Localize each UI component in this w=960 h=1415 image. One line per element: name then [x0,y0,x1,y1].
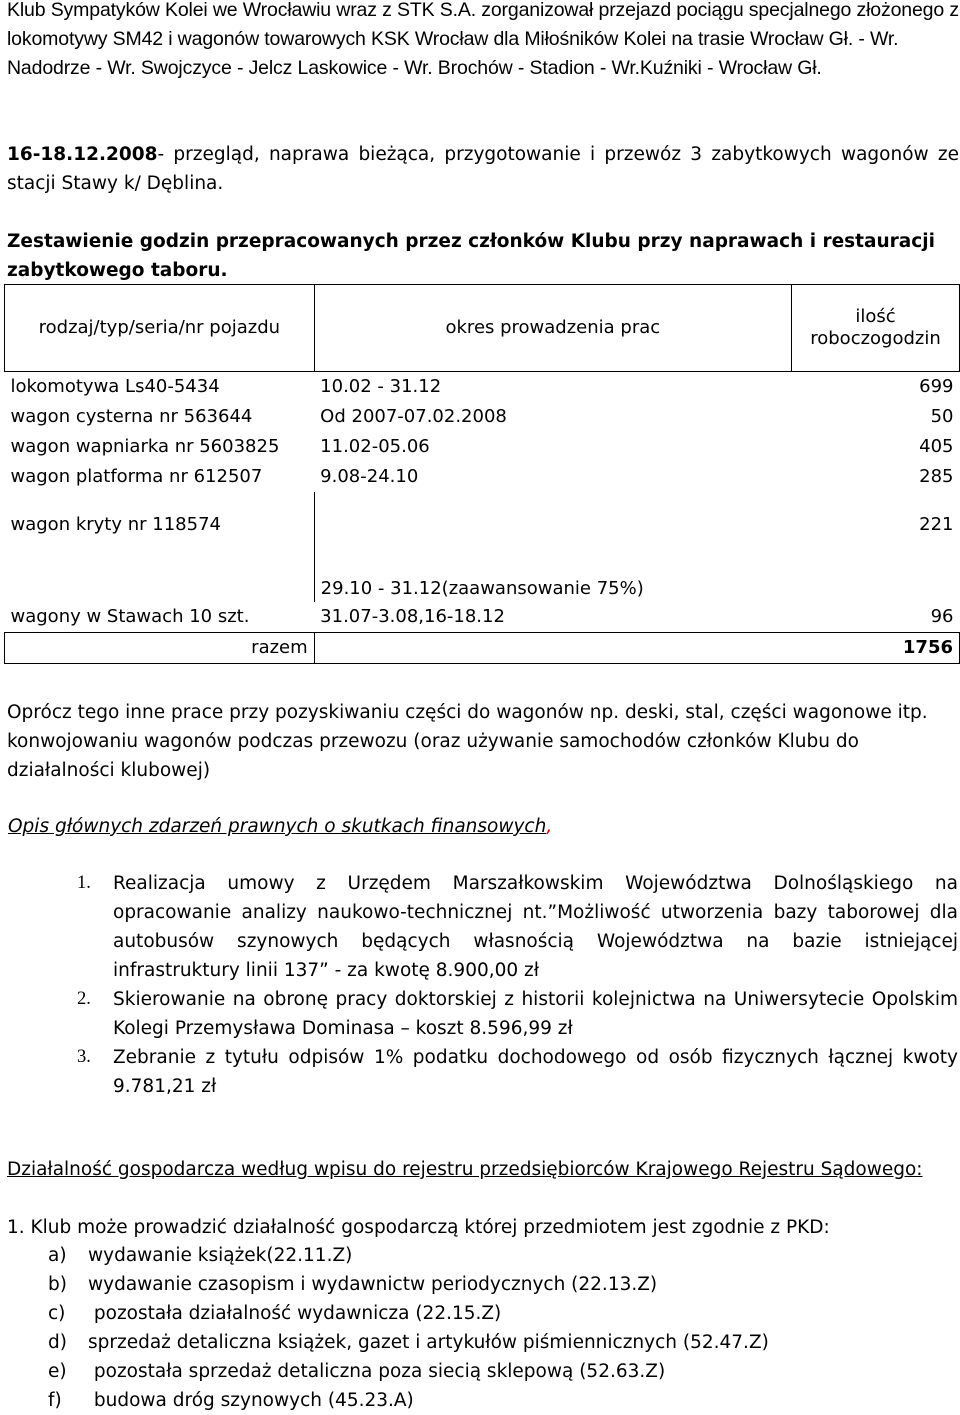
item-number: 3. [77,1047,91,1067]
vehicle-cell: wagon cysterna nr 563644 [10,406,253,427]
item-text: pozostała sprzedaż detaliczna poza siecią sklepową (52.63.Z) [88,1361,666,1382]
header-period: okres prowadzenia prac [314,285,791,372]
header-hours: ilość roboczogodzin [792,285,960,372]
vehicle-cell: wagon kryty nr 118574 [10,514,221,535]
item-number: 1. [77,873,91,893]
item-letter: e) [48,1361,67,1382]
list-item [48,1357,769,1386]
table-row [5,492,960,602]
rolling-stock-hours-table [4,284,960,664]
december-date: 16-18.12.2008 [7,144,158,165]
hours-summary-heading: Zestawienie godzin przepracowanych przez członków Klubu przy naprawach i restauracji zabytkowego taboru. [7,231,935,281]
item-letter: b) [48,1274,67,1295]
table-row [5,432,960,462]
december-description: - przegląd, naprawa bieżąca, przygotowanie i przewóz 3 zabytkowych wagonów ze stacji Stawy k/ Dęblina. [7,144,959,194]
table-row [5,372,960,403]
vehicle-cell: lokomotywa Ls40-5434 [10,376,220,397]
hours-cell: 699 [919,376,954,397]
additional-work-paragraph: Oprócz tego inne prace przy pozyskiwaniu części do wagonów np. deski, stal, części wagonowe itp. konwojowaniu wagonów podczas przewozu (oraz używanie samochodów członków Klubu do działalności klubowej) [7,702,928,781]
total-label: razem [5,633,315,664]
table-total-row [5,633,960,664]
vehicle-cell: wagon wapniarka nr 5603825 [10,436,280,457]
item-text: Skierowanie na obronę pracy doktorskiej z historii kolejnictwa na Uniwersytecie Opolskim Kolegi Przemysława Dominasa – koszt 8.596,99 zł [113,989,958,1039]
period-cell: 29.10 - 31.12(zaawansowanie 75%) [314,492,791,602]
item-text: Realizacja umowy z Urzędem Marszałkowskim Województwa Dolnośląskiego na opracowanie analizy naukowo-technicznej nt.”Możliwość utworzenia bazy taborowej dla autobusów szynowych będących własnością Województwa na bazie istniejącej infrastruktury linii 137” - za kwotę 8.900,00 zł [113,873,958,981]
period-cell: 9.08-24.10 [320,466,419,487]
period-cell: 31.07-3.08,16-18.12 [320,606,505,627]
item-text: pozostała działalność wydawnicza (22.15.Z) [88,1303,502,1324]
hours-cell: 96 [930,606,954,627]
item-text: budowa dróg szynowych (45.23.A) [88,1390,414,1411]
period-cell: 11.02-05.06 [320,436,430,457]
item-letter: f) [48,1390,62,1411]
list-item [48,1386,769,1415]
item-text: Zebranie z tytułu odpisów 1% podatku dochodowego od osób fizycznych łącznej kwoty 9.781,21 zł [113,1047,958,1097]
hours-cell: 405 [919,436,954,457]
list-item [48,1241,769,1270]
period-cell: Od 2007-07.02.2008 [320,406,507,427]
vehicle-cell: wagony w Stawach 10 szt. [10,606,250,627]
hours-cell: 285 [919,466,954,487]
december-work-paragraph [7,140,959,198]
list-item [0,869,958,985]
hours-cell: 50 [930,406,954,427]
list-item [0,985,958,1043]
legal-events-comma: , [546,816,553,837]
total-spacer [314,633,791,664]
item-letter: c) [48,1303,66,1324]
legal-events-heading [8,812,552,841]
list-item [48,1270,769,1299]
item-text: sprzedaż detaliczna książek, gazet i artykułów piśmiennicznych (52.47.Z) [88,1332,769,1353]
header-vehicle: rodzaj/typ/seria/nr pojazdu [5,285,315,372]
table-header-row [5,285,960,372]
item-text: wydawanie książek(22.11.Z) [88,1245,353,1266]
vehicle-cell: wagon platforma nr 612507 [10,466,263,487]
legal-events-list [0,869,958,1101]
total-value: 1756 [792,633,960,664]
list-item [48,1299,769,1328]
item-number: 2. [77,989,91,1009]
table-row [5,402,960,432]
list-item [48,1328,769,1357]
legal-events-title: Opis głównych zdarzeń prawnych o skutkach finansowych [8,816,547,837]
hours-cell: 221 [919,514,954,535]
table-row [5,462,960,492]
list-item [0,1043,958,1101]
pkd-intro: 1. Klub może prowadzić działalność gospodarczą której przedmiotem jest zgodnie z PKD: [7,1217,830,1238]
table-row [5,602,960,633]
business-activity-heading: Działalność gospodarcza według wpisu do rejestru przedsiębiorców Krajowego Rejestru Sądowego: [7,1159,923,1180]
intro-paragraph: Klub Sympatyków Kolei we Wrocławiu wraz z STK S.A. zorganizował przejazd pociągu specjalnego złożonego z lokomotywy SM42 i wagonów towarowych KSK Wrocław dla Miłośników Kolei na trasie Wrocław Gł. - Wr. Nadodrze - Wr. Swojczyce - Jelcz Laskowice - Wr. Brochów - Stadion - Wr.Kuźniki - Wrocław Gł. [7,0,959,79]
item-text: wydawanie czasopism i wydawnictw periodycznych (22.13.Z) [88,1274,658,1295]
pkd-list [48,1241,769,1415]
item-letter: d) [48,1332,67,1353]
period-cell: 10.02 - 31.12 [320,376,442,397]
item-letter: a) [48,1245,67,1266]
